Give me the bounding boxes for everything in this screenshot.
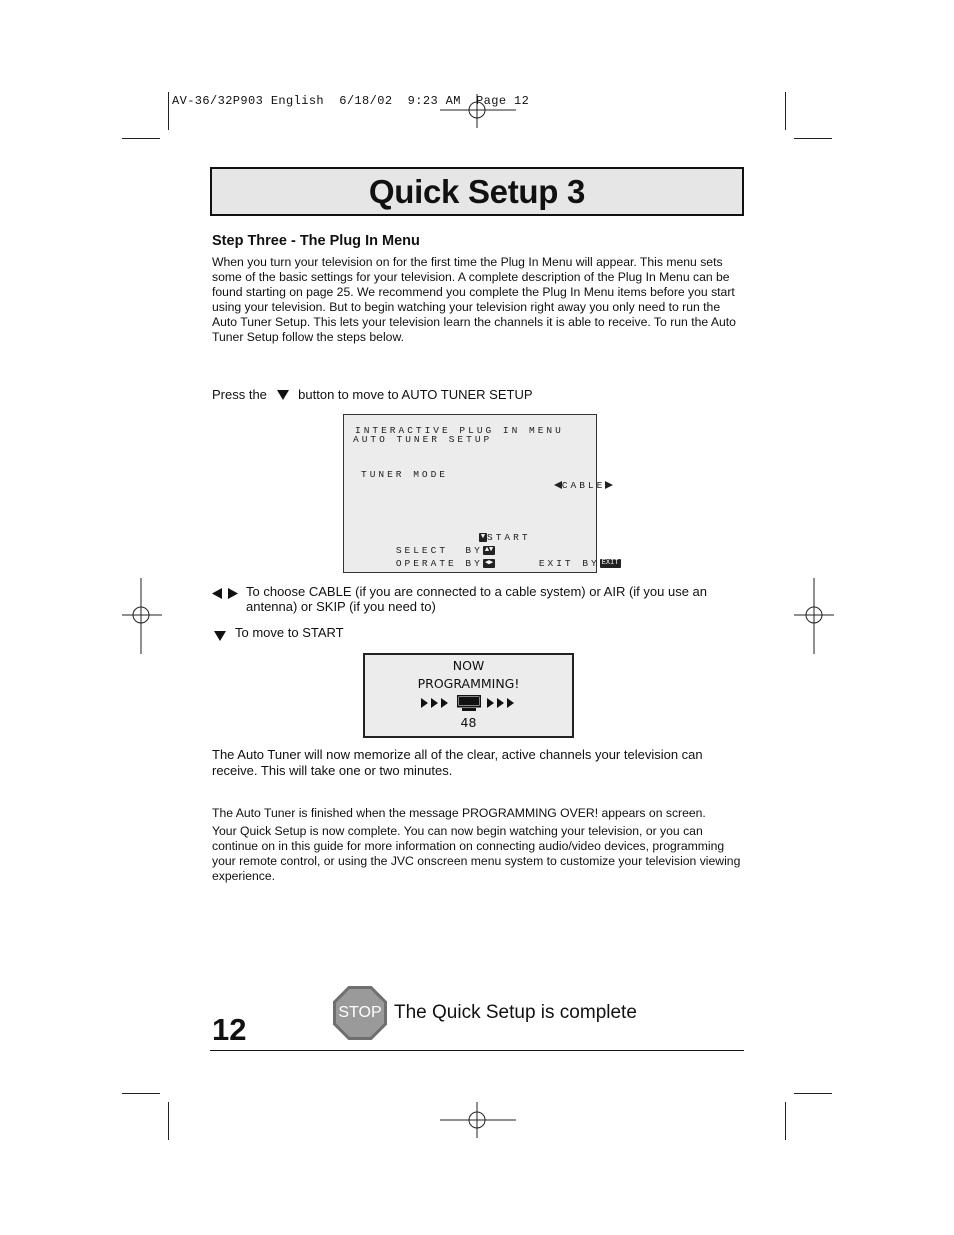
press-instruction-after: button to move to AUTO TUNER SETUP [298, 387, 533, 402]
page-number: 12 [212, 1012, 247, 1047]
down-instruction: To move to START [235, 625, 344, 640]
crop-mark [794, 1093, 832, 1094]
left-right-instruction: To choose CABLE (if you are connected to a cable system) or AIR (if you use an antenna) or SKIP (if you need to) [246, 584, 708, 614]
up-down-keys-icon: ▲▼ [484, 545, 494, 554]
down-arrow-icon [277, 388, 289, 403]
crop-mark [122, 138, 160, 139]
operate-hint [361, 547, 495, 580]
crop-mark [122, 1093, 160, 1094]
exit-key-icon: EXIT [601, 558, 619, 567]
crop-mark [168, 92, 169, 130]
footer-rule [210, 1050, 744, 1051]
operate-label: OPERATE BY [395, 558, 483, 569]
crop-mark [794, 138, 832, 139]
channel-number: 48 [460, 715, 477, 730]
stop-sign-icon [332, 985, 388, 1041]
registration-mark-left [122, 578, 162, 654]
title-banner [210, 167, 744, 216]
finished-paragraph: The Auto Tuner is finished when the message PROGRAMMING OVER! appears on screen. [212, 806, 706, 820]
down-key-icon: ▼ [480, 532, 486, 541]
stop-sign-text: STOP [338, 1004, 382, 1021]
press-instruction-before: Press the [212, 387, 267, 402]
tuner-mode-value [519, 469, 613, 502]
menu-screen-title: INTERACTIVE PLUG IN MENU [355, 425, 564, 436]
plug-in-menu-screen [343, 414, 619, 573]
left-triangle-icon [554, 481, 562, 489]
exit-label: EXIT BY [538, 558, 600, 569]
start-label: START [487, 532, 531, 543]
crop-mark [785, 92, 786, 130]
tuner-mode-label: TUNER MODE [361, 469, 449, 480]
right-triangle-icon [605, 481, 613, 489]
complete-paragraph: Your Quick Setup is now complete. You can now begin watching your television, or you can continue on in this guide for more information on connecting audio/video devices, programming your remote control, or using the JVC onscreen menu system to customize your television viewing experience. [212, 824, 741, 883]
menu-screen-subtitle: AUTO TUNER SETUP [353, 434, 493, 445]
left-right-keys-icon: ◀▶ [484, 558, 494, 567]
progress-arrows-icon [487, 698, 517, 708]
crop-mark [168, 1102, 169, 1140]
left-right-arrows-icon [212, 586, 240, 604]
page-title: Quick Setup 3 [368, 172, 586, 210]
progress-indicator [365, 693, 572, 713]
tuner-mode-value-text: CABLE [561, 480, 606, 491]
select-label: SELECT BY [395, 545, 483, 556]
programming-line-2: PROGRAMMING! [417, 676, 520, 691]
down-arrow-icon [214, 628, 226, 646]
now-programming-screen [363, 653, 574, 738]
crop-mark [785, 1102, 786, 1140]
registration-mark-bottom [440, 1102, 516, 1138]
registration-mark-right [794, 578, 834, 654]
press-instruction [212, 387, 533, 403]
printer-slug-line: AV-36/32P903 English 6/18/02 9:23 AM Page 12 [172, 94, 530, 108]
intro-paragraph: When you turn your television on for the first time the Plug In Menu will appear. This menu sets some of the basic settings for your television. A complete description of the Plug In Menu can be found starting on page 25. We recommend you complete the Plug In Menu items before you start using your television. But to begin watching your television right away you only need to run the Auto Tuner Setup. This lets your television learn the channels it is able to receive. To run the Auto Tuner Setup follow the steps below. [212, 255, 736, 344]
stop-caption: The Quick Setup is complete [394, 1002, 637, 1023]
exit-hint [504, 547, 621, 580]
programming-line-1: NOW [452, 658, 485, 673]
auto-tuner-paragraph: The Auto Tuner will now memorize all of the clear, active channels your television can receive. This will take one or two minutes. [212, 747, 703, 778]
step-heading: Step Three - The Plug In Menu [212, 233, 420, 249]
tv-icon [457, 695, 481, 711]
progress-arrows-icon [421, 698, 451, 708]
